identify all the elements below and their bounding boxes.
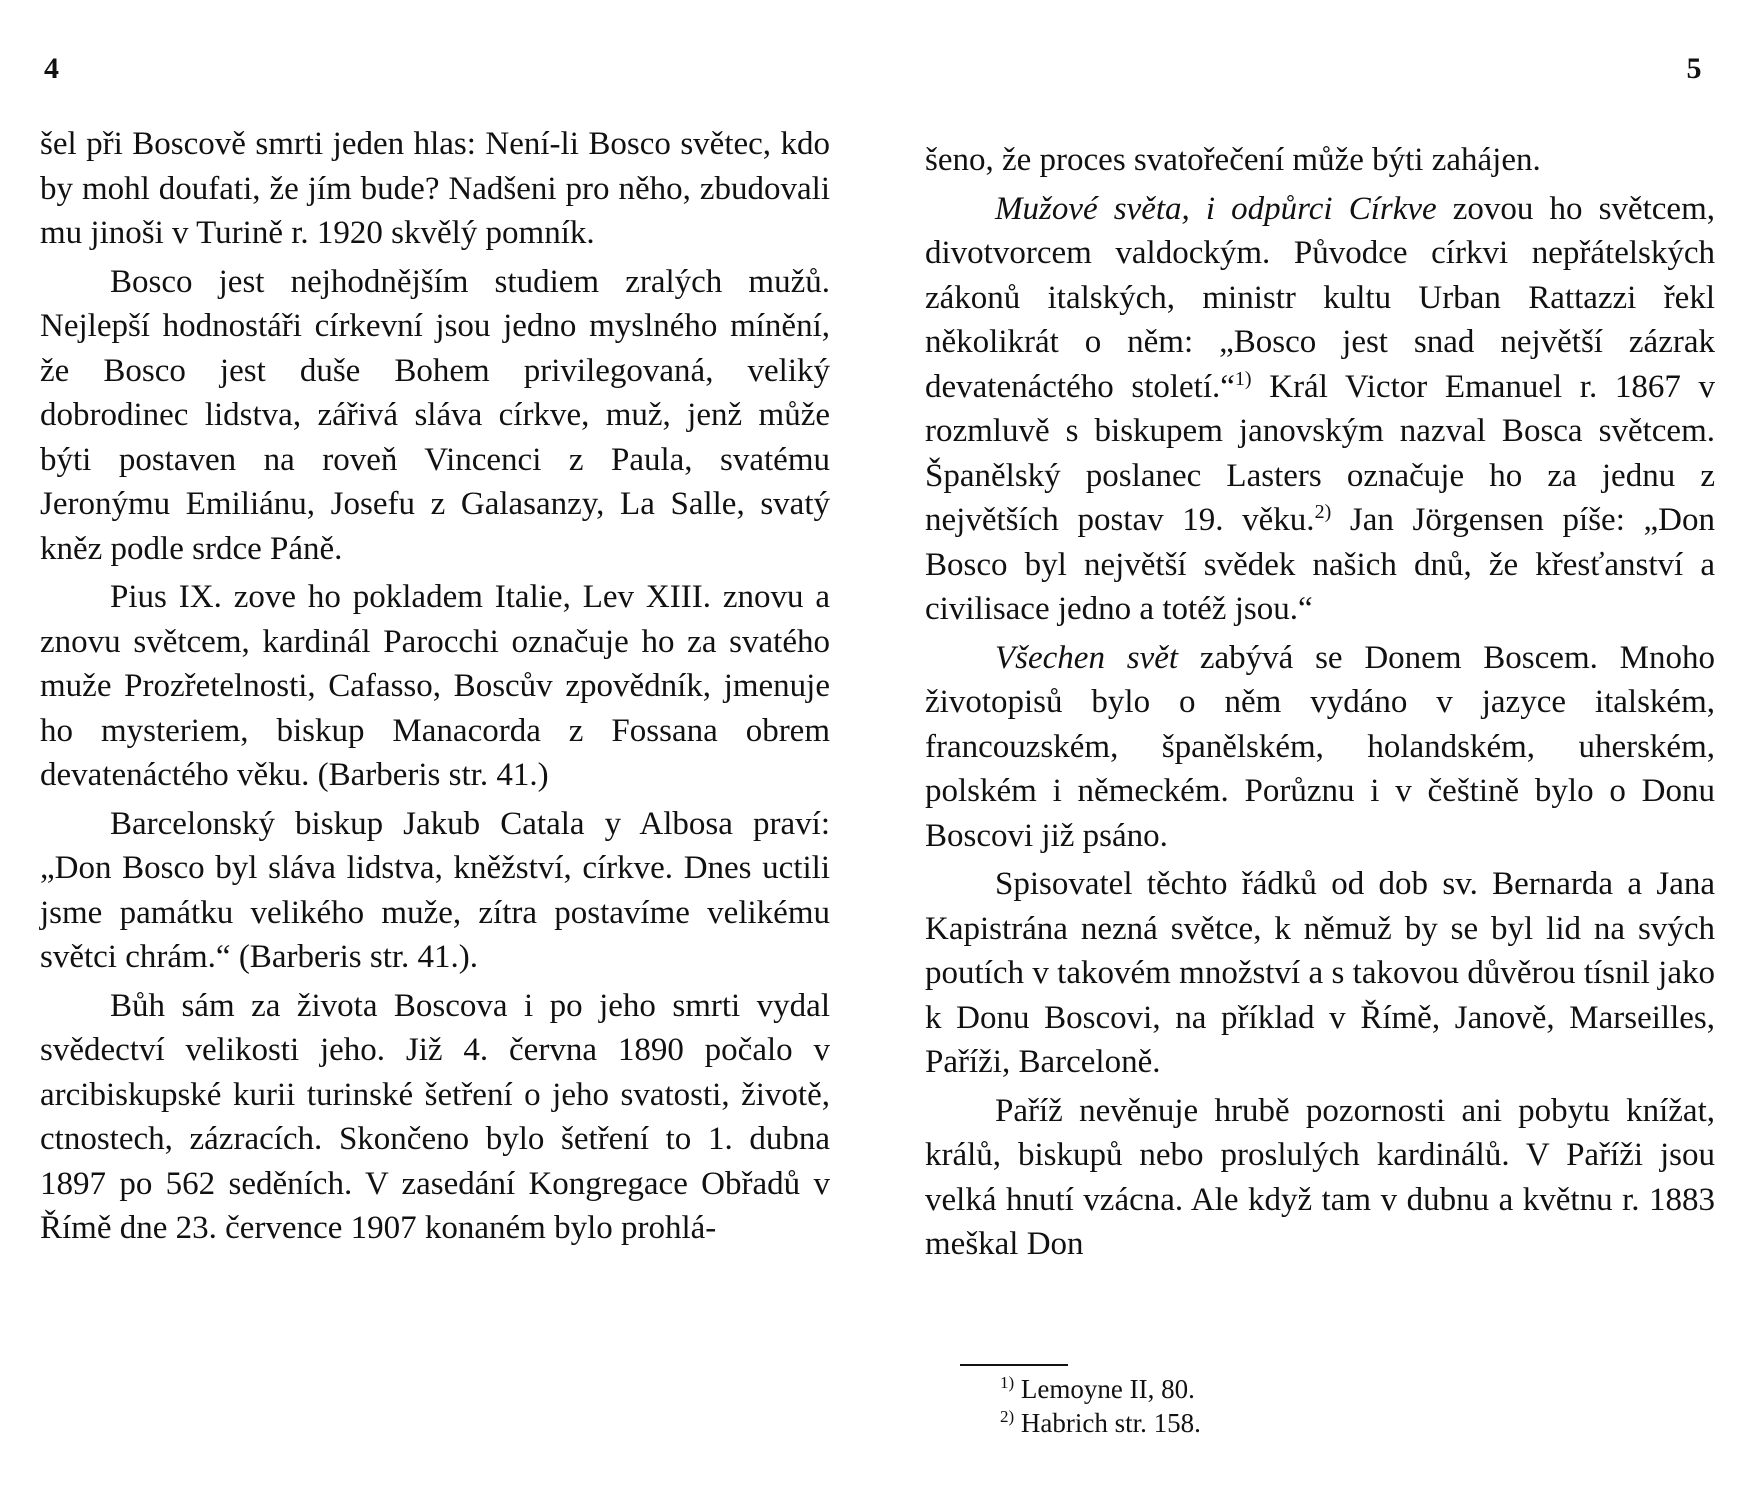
footnote-mark: 1) xyxy=(1000,1373,1015,1392)
footnote-divider xyxy=(960,1364,1068,1366)
paragraph-segment: Jan Jörgensen píše: „Don Bosco byl největší svědek našich dnů, že křesťanství a civilisace jedno a totéž jsou.“ xyxy=(925,502,1716,627)
footnotes xyxy=(1000,1372,1201,1440)
right-paragraph-4: Spisovatel těchto řádků od dob sv. Bernarda a Jana Kapistrána nezná světce, k němuž by se byl lid na svých poutích v takovém množství a s takovou důvěrou tísnil jako k Donu Boscovi, na příklad v Římě, Janově, Marseilles, Paříži, Barceloně. xyxy=(925,866,1715,1080)
footnote-text: Habrich str. 158. xyxy=(1014,1408,1201,1438)
right-text-column xyxy=(925,138,1715,1267)
left-paragraph-1: šel při Boscově smrti jeden hlas: Není-li Bosco světec, kdo by mohl doufati, že jím bude? Nadšeni pro něho, zbudovali mu jinoši v Turině r. 1920 skvělý pomník. xyxy=(40,126,830,251)
paragraph-segment: zovou ho světcem, divotvorcem valdockým. Původce církvi nepřátelských zákonů italských, ministr kultu Urban Rattazzi řekl několikrát o něm: „Bosco jest snad největší zázrak devatenáctého století.“ xyxy=(925,190,1715,405)
emphasis-text: Mužové světa, i odpůrci Církve xyxy=(995,190,1437,227)
right-paragraph-1: šeno, že proces svatořečení může býti zahájen. xyxy=(925,142,1541,178)
paragraph-segment: Král Victor Emanuel r. 1867 v rozmluvě s biskupem janovským nazval Bosca světcem. Španělský poslanec Lasters označuje ho za jednu z největších postav 19. věku. xyxy=(925,368,1715,538)
left-paragraph-3: Pius IX. zove ho pokladem Italie, Lev XIII. znovu a znovu světcem, kardinál Parocchi označuje ho za svatého muže Prozřetelnosti, Cafasso, Boscův zpovědník, jmenuje ho mysteriem, biskup Manacorda z Fossana obrem devatenáctého věku. (Barberis str. 41.) xyxy=(40,579,830,793)
footnote-text: Lemoyne II, 80. xyxy=(1014,1374,1195,1404)
page-number-right: 5 xyxy=(1686,52,1702,85)
right-paragraph-5: Paříž nevěnuje hrubě pozornosti ani pobytu knížat, králů, biskupů nebo proslulých kardinálů. V Paříži jsou velká hnutí vzácna. Ale když tam v dubnu a květnu r. 1883 meškal Don xyxy=(925,1092,1715,1262)
left-text-column xyxy=(40,122,830,1251)
page-number-left: 4 xyxy=(44,52,60,85)
emphasis-text: Všechen svět xyxy=(995,639,1179,676)
footnote-reference-2: 2) xyxy=(1314,501,1332,523)
right-paragraph-3 xyxy=(925,636,1715,859)
footnote-1 xyxy=(1000,1372,1201,1406)
right-page xyxy=(873,0,1746,1500)
left-paragraph-4: Barcelonský biskup Jakub Catala y Albosa praví: „Don Bosco byl sláva lidstva, kněžství, církve. Dnes uctili jsme památku velikého muže, zítra postavíme velikému světci chrám.“ (Barberis str. 41.). xyxy=(40,805,830,975)
paragraph-segment: zabývá se Donem Boscem. Mnoho životopisů bylo o něm vydáno v jazyce italském, francouzském, španělském, holandském, uherském, polském i německém. Porůznu i v češtině bylo o Donu Boscovi již psáno. xyxy=(925,639,1715,854)
left-paragraph-2: Bosco jest nejhodnějším studiem zralých mužů. Nejlepší hodnostáři církevní jsou jedno myslného mínění, že Bosco jest duše Bohem privilegovaná, veliký dobrodinec lidstva, zářivá sláva církve, muž, jenž může býti postaven na roveň Vincenci z Paula, svatému Jeronýmu Emiliánu, Josefu z Galasanzy, La Salle, svatý kněz podle srdce Páně. xyxy=(40,263,830,567)
footnote-mark: 2) xyxy=(1000,1407,1015,1426)
footnote-2 xyxy=(1000,1406,1201,1440)
left-paragraph-5: Bůh sám za života Boscova i po jeho smrti vydal svědectví velikosti jeho. Již 4. června 1890 počalo v arcibiskupské kurii turinské šetření o jeho svatosti, životě, ctnostech, zázracích. Skončeno bylo šetření to 1. dubna 1897 po 562 seděních. V zasedání Kongregace Obřadů v Římě dne 23. července 1907 konaném bylo prohlá- xyxy=(40,987,830,1246)
footnote-reference-1: 1) xyxy=(1234,367,1252,390)
right-paragraph-2 xyxy=(925,187,1715,632)
